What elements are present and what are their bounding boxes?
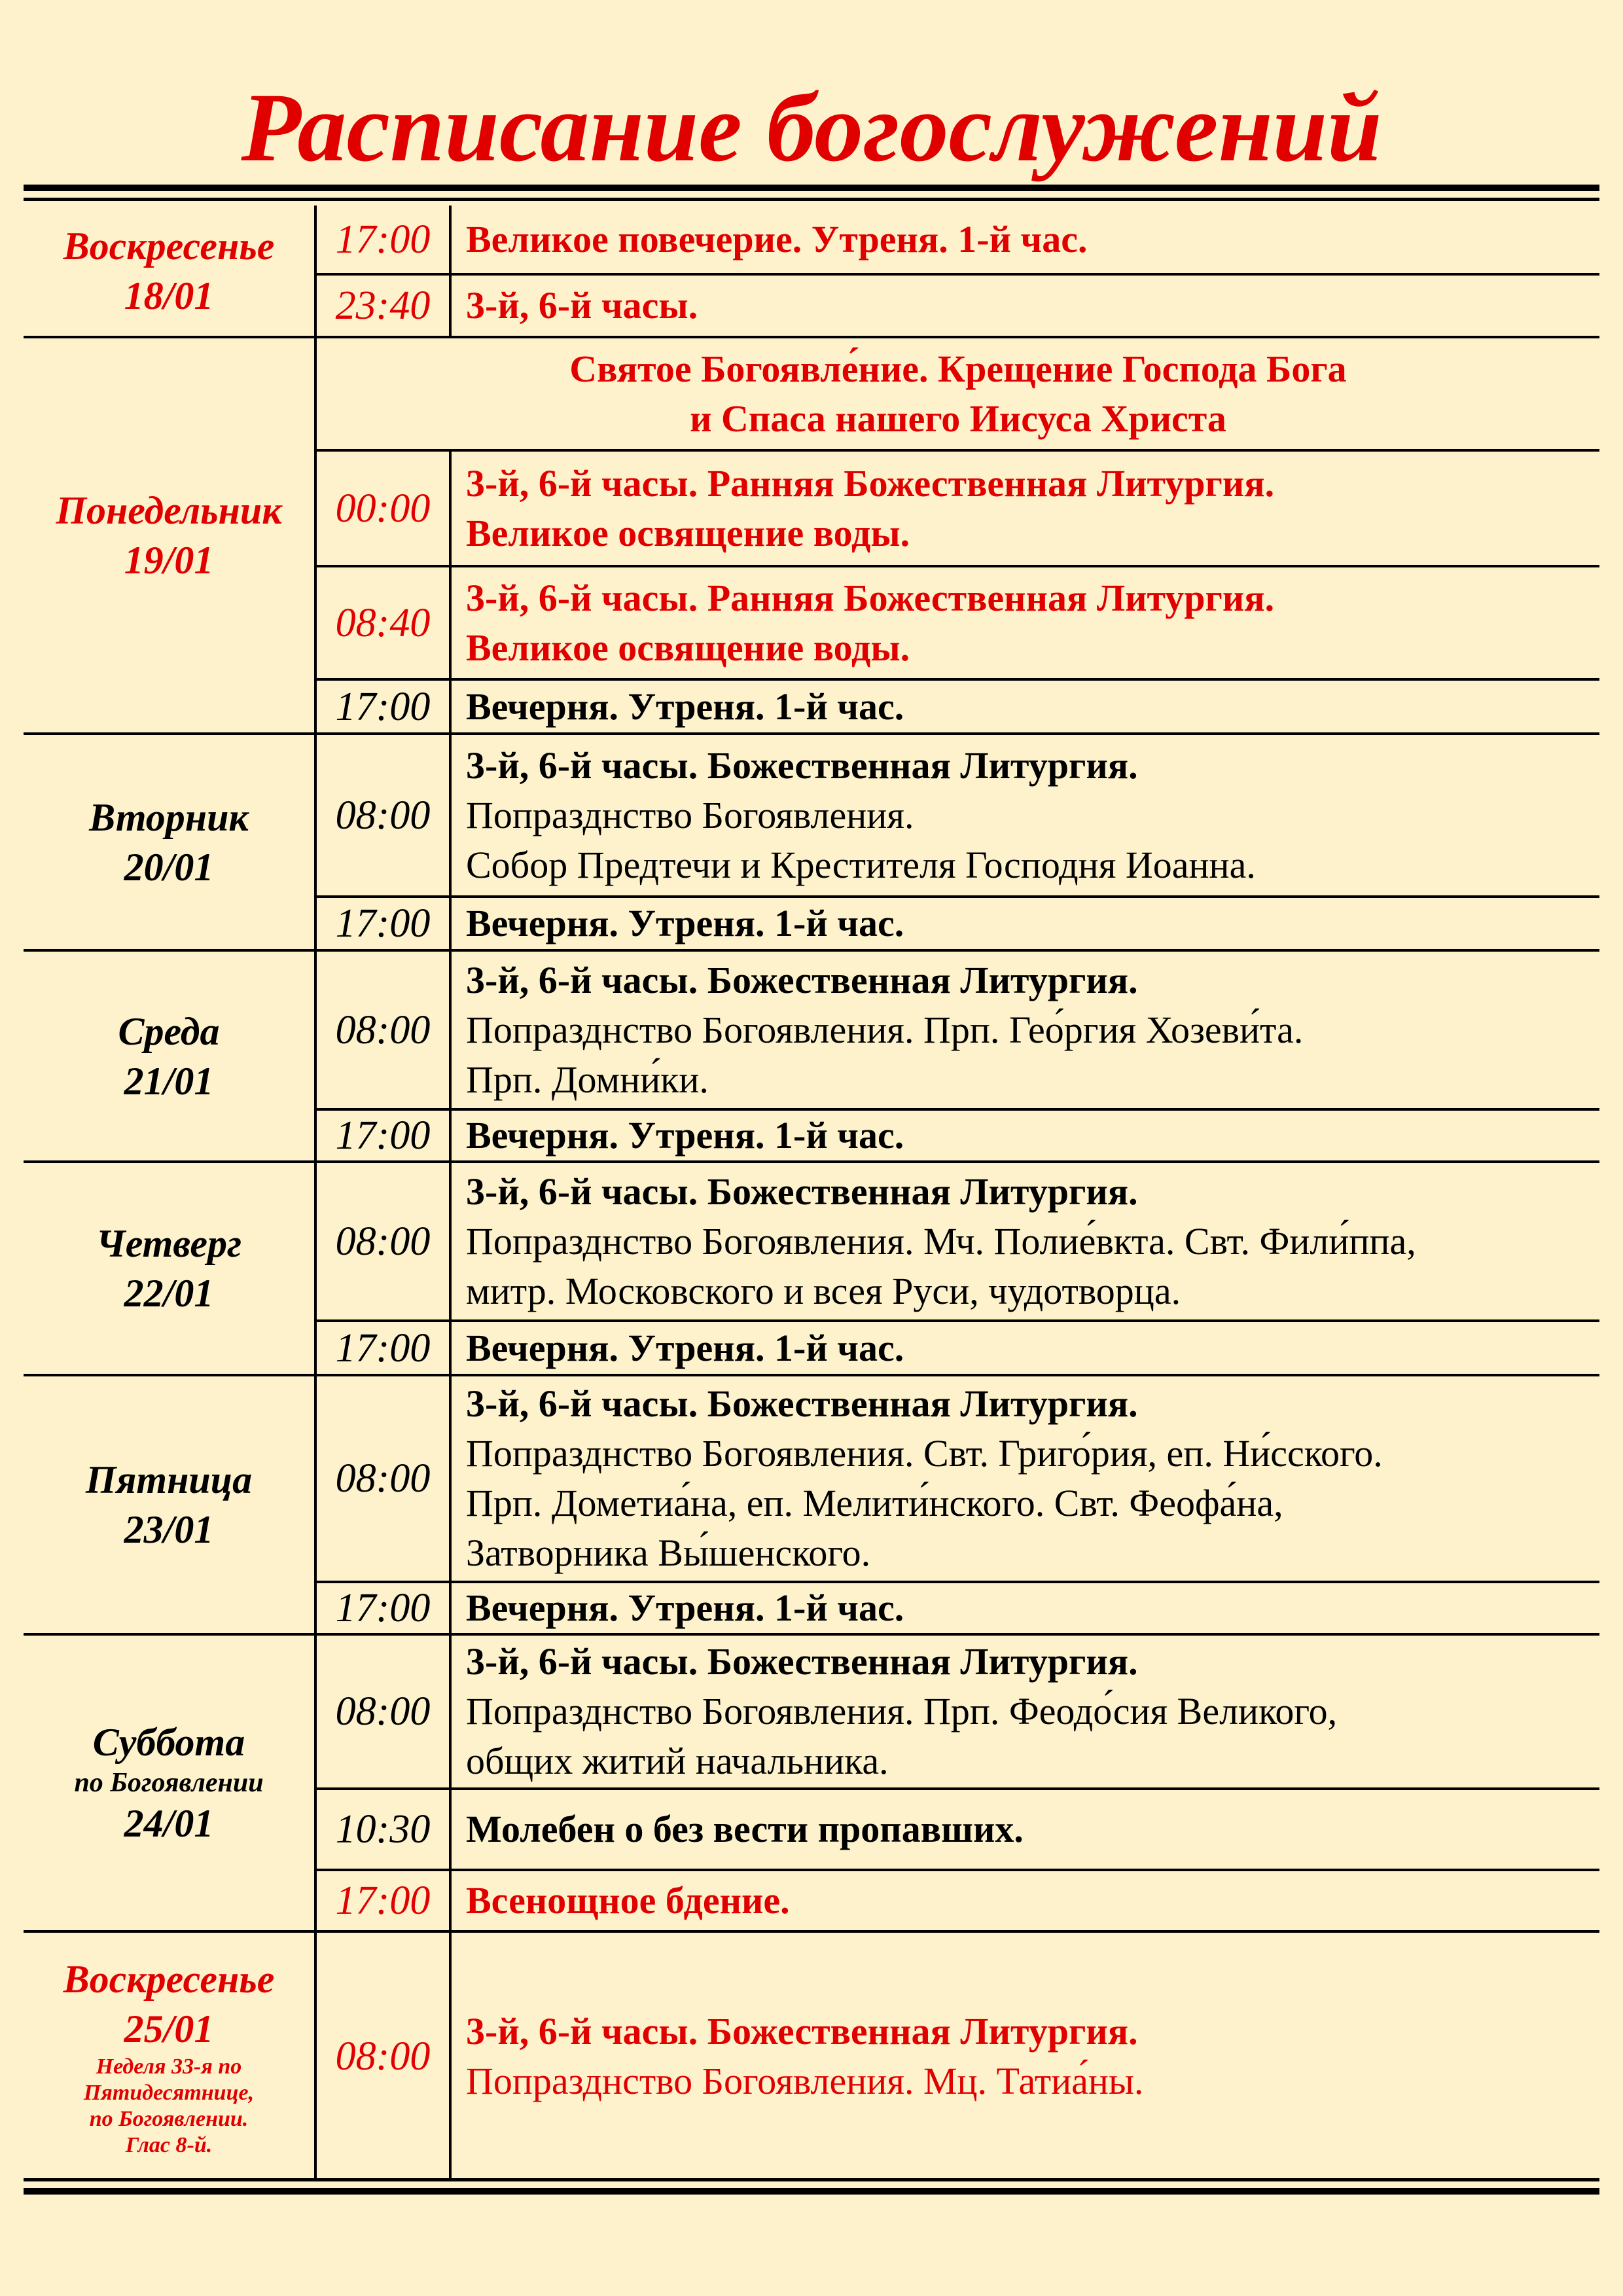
service-line: 3-й, 6-й часы. Божественная Литургия. xyxy=(466,1640,1138,1683)
service-line: Вечерня. Утреня. 1-й час. xyxy=(466,1326,904,1369)
table-row xyxy=(24,1375,1599,1582)
service-time: 17:00 xyxy=(315,679,450,734)
service-description xyxy=(450,1634,1599,1789)
service-line: 3-й, 6-й часы. Божественная Литургия. xyxy=(466,958,1138,1001)
service-line: 3-й, 6-й часы. Божественная Литургия. xyxy=(466,744,1138,787)
day-cell xyxy=(24,1375,315,1634)
service-line: 3-й, 6-й часы. Божественная Литургия. xyxy=(466,1382,1138,1425)
service-time: 23:40 xyxy=(315,274,450,337)
day-note-line: по Богоявлении. xyxy=(89,2107,249,2131)
service-time: 08:00 xyxy=(315,950,450,1109)
day-name: Пятница xyxy=(85,1458,253,1501)
service-description xyxy=(450,274,1599,337)
service-line: Вечерня. Утреня. 1-й час. xyxy=(466,1587,904,1629)
service-description xyxy=(450,1375,1599,1582)
service-line: Великое освящение воды. xyxy=(466,511,910,554)
day-date: 20/01 xyxy=(124,845,214,889)
service-description xyxy=(450,1789,1599,1870)
service-line: 3-й, 6-й часы. Божественная Литургия. xyxy=(466,2010,1138,2053)
service-description xyxy=(450,1870,1599,1931)
service-line: Вечерня. Утреня. 1-й час. xyxy=(466,685,904,728)
service-note: Попразднство Богоявления. Прп. Гео́ргия Хозеви́та. xyxy=(466,1008,1304,1051)
day-date: 21/01 xyxy=(124,1059,214,1103)
service-time: 08:00 xyxy=(315,734,450,897)
day-name: Воскресенье xyxy=(63,224,275,268)
day-cell xyxy=(24,734,315,950)
service-description xyxy=(450,1321,1599,1375)
table-row xyxy=(24,1634,1599,1789)
day-cell xyxy=(24,1162,315,1375)
day-cell xyxy=(24,1931,315,2180)
service-note: митр. Московского и всея Руси, чудотворца. xyxy=(466,1269,1181,1312)
service-time: 08:00 xyxy=(315,1634,450,1789)
service-description xyxy=(450,566,1599,679)
service-note: Затворника Вы́шенского. xyxy=(466,1532,871,1574)
top-rule-thick xyxy=(24,185,1599,191)
service-time: 17:00 xyxy=(315,1109,450,1162)
service-time: 17:00 xyxy=(315,1870,450,1931)
service-time: 08:00 xyxy=(315,1162,450,1321)
day-date: 23/01 xyxy=(124,1508,214,1551)
service-note: Попразднство Богоявления. Мч. Полие́вкта. Свт. Фили́ппа, xyxy=(466,1219,1416,1263)
service-description xyxy=(450,679,1599,734)
day-date: 18/01 xyxy=(124,274,214,317)
service-line: Великое повечерие. Утреня. 1-й час. xyxy=(466,217,1088,260)
service-time: 08:00 xyxy=(315,1375,450,1582)
top-rule-thin xyxy=(24,198,1599,201)
service-note: Попразднство Богоявления. xyxy=(466,793,914,836)
day-name: Воскресенье xyxy=(63,1958,275,2001)
service-note: Попразднство Богоявления. Мц. Татиа́ны. xyxy=(466,2060,1144,2102)
service-description xyxy=(450,1931,1599,2180)
service-description xyxy=(450,1109,1599,1162)
day-date: 19/01 xyxy=(124,539,214,582)
service-note: общих житий начальника. xyxy=(466,1740,889,1782)
schedule-table xyxy=(24,206,1599,2180)
service-note: Попразднство Богоявления. Свт. Григо́рия, еп. Ни́сского. xyxy=(466,1432,1383,1475)
day-cell xyxy=(24,1634,315,1931)
service-description xyxy=(450,734,1599,897)
day-name: Суббота xyxy=(92,1721,245,1764)
service-time: 17:00 xyxy=(315,206,450,274)
service-line: Вечерня. Утреня. 1-й час. xyxy=(466,902,904,944)
service-note: Собор Предтечи и Крестителя Господня Иоанна. xyxy=(466,843,1256,886)
service-description xyxy=(450,897,1599,950)
service-time: 10:30 xyxy=(315,1789,450,1870)
feast-title xyxy=(315,337,1599,450)
service-description xyxy=(450,450,1599,566)
service-line: Великое освящение воды. xyxy=(466,626,910,669)
service-description xyxy=(450,1582,1599,1634)
service-note: Попразднство Богоявления. Прп. Феодо́сия Великого, xyxy=(466,1690,1338,1732)
day-cell xyxy=(24,337,315,734)
service-line: 3-й, 6-й часы. Божественная Литургия. xyxy=(466,1170,1138,1213)
day-name: Вторник xyxy=(89,795,249,839)
bottom-rule-thick xyxy=(24,2188,1599,2195)
service-description xyxy=(450,950,1599,1109)
service-line: Вечерня. Утреня. 1-й час. xyxy=(466,1114,904,1157)
service-line: 3-й, 6-й часы. xyxy=(466,284,698,327)
day-name: Среда xyxy=(118,1009,220,1053)
day-name: Четверг xyxy=(96,1222,242,1265)
service-description xyxy=(450,206,1599,274)
day-cell xyxy=(24,206,315,337)
feast-line: и Спаса нашего Иисуса Христа xyxy=(690,397,1226,440)
table-row xyxy=(24,950,1599,1109)
day-date: 24/01 xyxy=(124,1802,214,1845)
day-name: Понедельник xyxy=(56,489,282,532)
table-row xyxy=(24,206,1599,274)
page-title: Расписание богослужений xyxy=(241,73,1382,182)
service-line: 3-й, 6-й часы. Ранняя Божественная Литургия. xyxy=(466,576,1275,619)
service-time: 08:40 xyxy=(315,566,450,679)
day-note-line: Пятидесятнице, xyxy=(83,2081,255,2105)
day-cell xyxy=(24,950,315,1162)
table-row xyxy=(24,337,1599,450)
service-time: 00:00 xyxy=(315,450,450,566)
feast-line: Святое Богоявле́ние. Крещение Господа Бога xyxy=(569,347,1347,390)
table-row xyxy=(24,734,1599,897)
service-time: 08:00 xyxy=(315,1931,450,2180)
day-subtitle: по Богоявлении xyxy=(74,1768,264,1798)
bottom-rule-thin xyxy=(24,2178,1599,2181)
day-note-line: Неделя 33-я по xyxy=(96,2054,242,2079)
service-time: 17:00 xyxy=(315,1321,450,1375)
service-note: Прп. Домни́ки. xyxy=(466,1058,709,1101)
service-note: Прп. Дометиа́на, еп. Мелити́нского. Свт. Феофа́на, xyxy=(466,1482,1283,1524)
service-line: Всенощное бдение. xyxy=(466,1879,790,1922)
service-time: 17:00 xyxy=(315,897,450,950)
day-date: 25/01 xyxy=(124,2007,214,2051)
service-time: 17:00 xyxy=(315,1582,450,1634)
service-line: 3-й, 6-й часы. Ранняя Божественная Литургия. xyxy=(466,461,1275,505)
day-date: 22/01 xyxy=(124,1272,214,1315)
service-description xyxy=(450,1162,1599,1321)
table-row xyxy=(24,1931,1599,2180)
day-note-line: Глас 8-й. xyxy=(125,2133,213,2157)
service-line: Молебен о без вести пропавших. xyxy=(466,1808,1024,1850)
table-row xyxy=(24,1162,1599,1321)
